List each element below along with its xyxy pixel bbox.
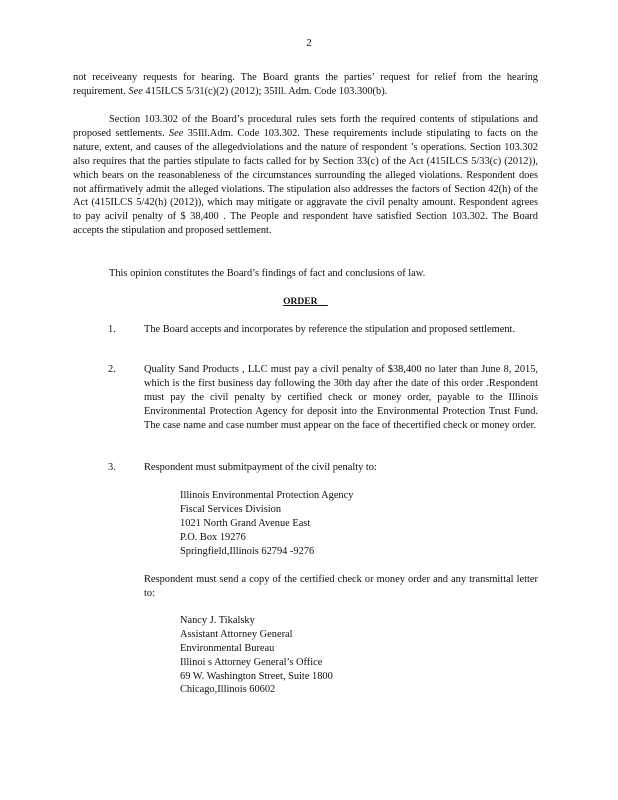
address-line: 69 W. Washington Street, Suite 1800: [180, 670, 333, 682]
paragraph-stipulation-text-2: 35Ill.Adm. Code 103.302. These requirements include stipulating to facts on the nature, extent, and causes of the allegedviolations and the nature of respondent ’s operations. Section 103.302 also requires that the parties stipulate to facts called for by Section 33(c) of the Act (415ILCS 5/33(c) (2012)), which bears on the reasonableness of the circumstances surrounding the alleged violations. Respondent does not affirmatively admit the alleged violations. The stipulation also addresses the factors of Section 42(h) of the Act (415ILCS 5/42(h) (2012)), which may mitigate or aggravate the civil penalty amount. Respondent agrees to pay acivil penalty of $ 38,400 . The People and respondent have satisfied Section 103.302. The Board accepts the stipulation and proposed settlement.: [73, 127, 538, 237]
paragraph-stipulation: [73, 113, 538, 238]
address-line: Illinois Environmental Protection Agency: [180, 490, 354, 501]
page-number: 2: [306, 37, 312, 49]
address-line: Assistant Attorney General: [180, 628, 293, 640]
address-line: Chicago,Illinois 60602: [180, 684, 276, 696]
order-item-number: 1.: [108, 324, 116, 335]
see-citation: See: [168, 127, 184, 139]
payment-address-block: [180, 489, 353, 558]
paragraph-hearing-text-1: not receiveany requests for hearing. The Board grants the parties’ request for relief from the hearing requirement.: [73, 72, 538, 97]
paragraph-stipulation-text-1: Section 103.302 of the Board’s procedural rules sets forth the required contents of stipulations and proposed settlements.: [73, 114, 538, 139]
address-line: Springfield,Illinois 62794 -9276: [180, 545, 315, 557]
order-item-text: Respondent must submitpayment of the civil penalty to:: [144, 462, 377, 473]
order-item-number: 2.: [108, 364, 116, 375]
see-citation: See: [128, 85, 143, 97]
address-line: 1021 North Grand Avenue East: [180, 517, 311, 529]
address-line: P.O. Box 19276: [180, 531, 246, 543]
paragraph-findings: This opinion constitutes the Board’s findings of fact and conclusions of law.: [109, 268, 426, 279]
order-heading: ORDER: [283, 297, 318, 307]
paragraph-hearing: [73, 71, 538, 99]
address-line: Nancy J. Tikalsky: [180, 615, 255, 626]
copy-instruction: Respondent must send a copy of the certified check or money order and any transmittal letter to:: [144, 574, 538, 599]
order-heading-row: [73, 295, 538, 310]
address-line: Fiscal Services Division: [180, 503, 282, 515]
copy-address-block: [180, 614, 333, 697]
order-item-number: 3.: [108, 462, 116, 473]
order-item-text: Quality Sand Products , LLC must pay a civil penalty of $38,400 no later than June 8, 2015, which is the first business day following the 30th day after the date of this order .Respondent must pay the civil penalty by certified check or money order, payable to the Illinois Environmental Protection Agency for deposit into the Environmental Protection Trust Fund. The case name and case number must appear on the face of thecertified check or money order.: [144, 364, 538, 431]
address-line: Illinoi s Attorney General’s Office: [180, 656, 323, 668]
order-item-text: The Board accepts and incorporates by reference the stipulation and proposed settlement.: [144, 324, 516, 335]
paragraph-hearing-text-2: 415ILCS 5/31(c)(2) (2012); 35Ill. Adm. Code 103.300(b).: [142, 85, 388, 97]
address-line: Environmental Bureau: [180, 642, 275, 654]
